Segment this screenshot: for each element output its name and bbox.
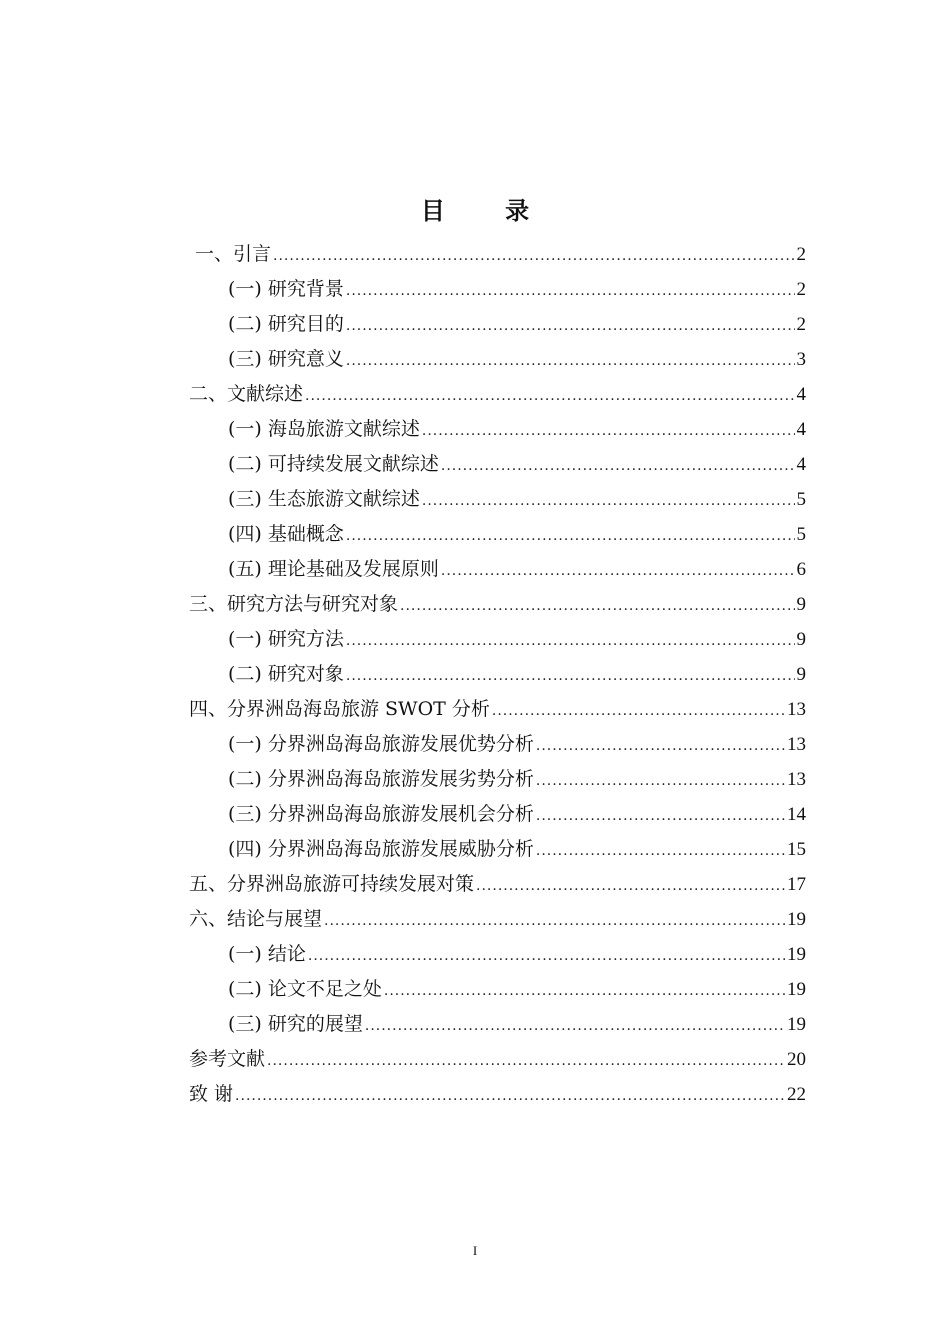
toc-entry-label: 致 谢	[189, 1083, 234, 1105]
toc-entry-label: 三、研究方法与研究对象	[189, 593, 399, 615]
toc-entry-page: 19	[787, 1014, 806, 1035]
toc-entry-page: 6	[796, 559, 806, 580]
dot-leader	[346, 519, 795, 554]
toc-entry-label: (一) 分界洲岛海岛旅游发展优势分析	[228, 733, 534, 755]
toc-entry	[195, 237, 806, 272]
toc-title: 目 录	[420, 196, 556, 225]
dot-leader	[267, 1044, 785, 1079]
toc-entry-label: (一) 研究方法	[228, 628, 344, 650]
toc-entry	[228, 1007, 806, 1042]
toc-entry-label: (一) 研究背景	[228, 278, 344, 300]
toc-entry-page: 9	[796, 664, 806, 685]
toc-entry-page: 4	[796, 454, 806, 475]
toc-entry-label: (三) 生态旅游文献综述	[228, 488, 420, 510]
dot-leader	[346, 659, 795, 694]
dot-leader	[308, 939, 785, 974]
toc-entry	[228, 517, 806, 552]
dot-leader	[492, 694, 785, 729]
toc-entry	[189, 377, 806, 412]
toc-entry-page: 9	[796, 629, 806, 650]
toc-entry-page: 15	[787, 839, 806, 860]
dot-leader	[400, 589, 794, 624]
toc-entry-page: 5	[796, 489, 806, 510]
toc-entry	[228, 307, 806, 342]
toc-entry-page: 17	[787, 874, 806, 895]
dot-leader	[305, 379, 794, 414]
toc-entry-page: 4	[796, 419, 806, 440]
toc-entry-page: 22	[787, 1084, 806, 1105]
toc-entry	[228, 482, 806, 517]
dot-leader	[235, 1079, 785, 1114]
dot-leader	[346, 344, 795, 379]
dot-leader	[441, 449, 795, 484]
toc-entry	[228, 447, 806, 482]
toc-entry-page: 3	[796, 349, 806, 370]
toc-entry	[228, 622, 806, 657]
dot-leader	[273, 239, 794, 274]
toc-entry	[228, 342, 806, 377]
dot-leader	[346, 274, 795, 309]
toc-entry	[189, 1042, 806, 1077]
toc-entry-page: 2	[796, 279, 806, 300]
toc-entry-label: (三) 研究意义	[228, 348, 344, 370]
toc-entry-label: 参考文献	[189, 1048, 266, 1070]
toc-entry-label: (四) 基础概念	[228, 523, 344, 545]
toc-entry-page: 19	[787, 979, 806, 1000]
toc-entry-label: (五) 理论基础及发展原则	[228, 558, 439, 580]
toc-entry-label: (二) 研究对象	[228, 663, 344, 685]
dot-leader	[365, 1009, 785, 1044]
toc-entry-page: 2	[796, 314, 806, 335]
dot-leader	[536, 834, 785, 869]
dot-leader	[346, 624, 795, 659]
toc-entry	[228, 797, 806, 832]
toc-entry-page: 13	[787, 699, 806, 720]
toc-entry	[228, 727, 806, 762]
toc-entry-page: 14	[787, 804, 806, 825]
toc-entry	[228, 412, 806, 447]
toc-entry	[228, 972, 806, 1007]
toc-entry	[228, 552, 806, 587]
dot-leader	[384, 974, 785, 1009]
toc-entry-page: 13	[787, 769, 806, 790]
page-number: I	[472, 1243, 478, 1258]
toc-entry	[228, 937, 806, 972]
toc-entry	[228, 762, 806, 797]
toc-entry-label: 四、分界洲岛海岛旅游 SWOT 分析	[189, 698, 490, 720]
toc-entry	[228, 272, 806, 307]
toc-entry-label: (二) 研究目的	[228, 313, 344, 335]
toc-entry	[189, 587, 806, 622]
toc-entry-page: 2	[796, 244, 806, 265]
dot-leader	[324, 904, 785, 939]
toc-entry-label: (三) 研究的展望	[228, 1013, 363, 1035]
dot-leader	[422, 484, 795, 519]
toc-entry-page: 4	[796, 384, 806, 405]
toc-entry	[189, 902, 806, 937]
dot-leader	[422, 414, 795, 449]
toc-entry	[189, 692, 806, 727]
toc-entry-label: (二) 可持续发展文献综述	[228, 453, 439, 475]
toc-entry-label: (一) 海岛旅游文献综述	[228, 418, 420, 440]
toc-entry-label: 二、文献综述	[189, 383, 304, 405]
toc-entry-page: 9	[796, 594, 806, 615]
toc-entry-label: (四) 分界洲岛海岛旅游发展威胁分析	[228, 838, 534, 860]
toc-entry-page: 20	[787, 1049, 806, 1070]
toc-entry	[189, 1077, 806, 1112]
toc-entry-label: 一、引言	[195, 243, 272, 265]
toc-entry	[189, 867, 806, 902]
toc-entry-label: (三) 分界洲岛海岛旅游发展机会分析	[228, 803, 534, 825]
toc-entry-label: (二) 分界洲岛海岛旅游发展劣势分析	[228, 768, 534, 790]
dot-leader	[441, 554, 795, 589]
toc-entry-label: 六、结论与展望	[189, 908, 323, 930]
dot-leader	[476, 869, 785, 904]
toc-entry	[228, 832, 806, 867]
toc-entry-label: 五、分界洲岛旅游可持续发展对策	[189, 873, 475, 895]
toc-entry-page: 19	[787, 944, 806, 965]
toc-entry-page: 19	[787, 909, 806, 930]
dot-leader	[536, 764, 785, 799]
toc-entry-label: (二) 论文不足之处	[228, 978, 382, 1000]
toc-entry-page: 5	[796, 524, 806, 545]
toc-entry-page: 13	[787, 734, 806, 755]
toc-entry-label: (一) 结论	[228, 943, 306, 965]
dot-leader	[536, 799, 785, 834]
dot-leader	[346, 309, 795, 344]
dot-leader	[536, 729, 785, 764]
toc-entry	[228, 657, 806, 692]
